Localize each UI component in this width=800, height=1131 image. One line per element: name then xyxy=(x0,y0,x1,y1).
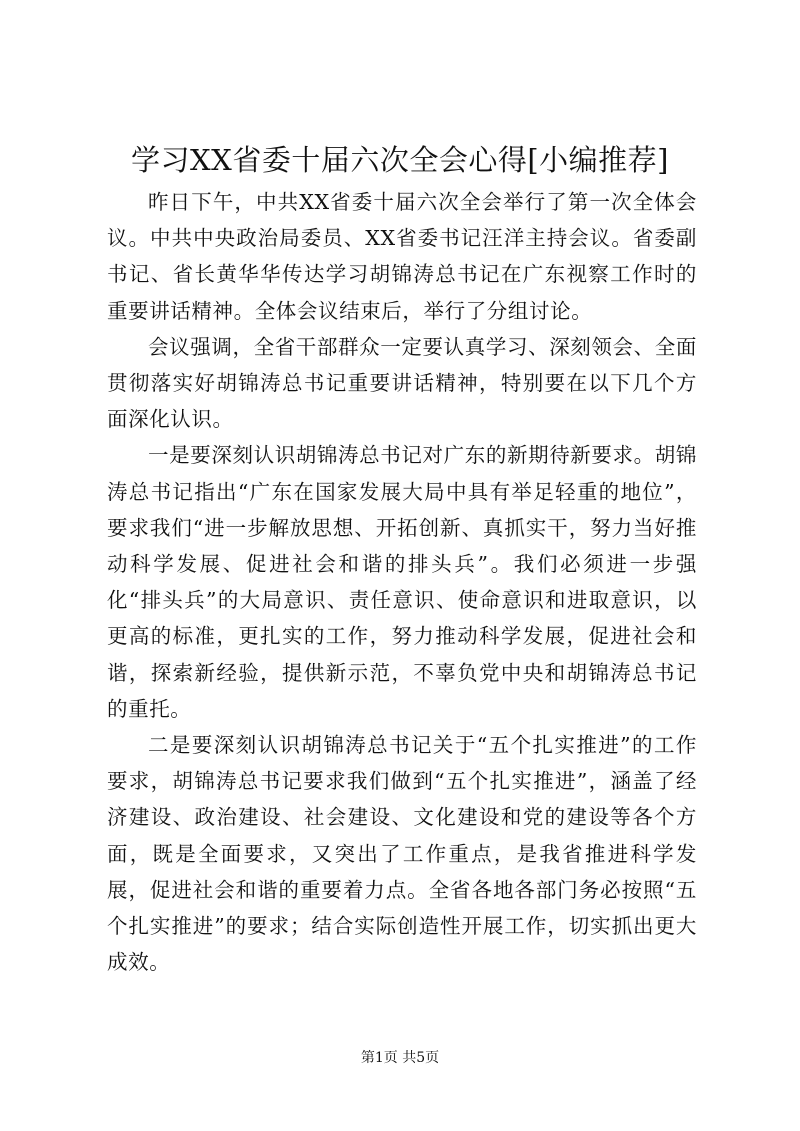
paragraph-3: 一是要深刻认识胡锦涛总书记对广东的新期待新要求。胡锦涛总书记指出“广东在国家发展大局中具有举足轻重的地位”，要求我们“进一步解放思想、开拓创新、真抓实干，努力当好推动科学发展、促进社会和谐的排头兵”。我们必须进一步强化“排头兵”的大局意识、责任意识、使命意识和进取意识，以更高的标准，更扎实的工作，努力推动科学发展，促进社会和谐，探索新经验，提供新示范，不辜负党中央和胡锦涛总书记的重托。 xyxy=(107,443,697,721)
paragraph-2: 会议强调，全省干部群众一定要认真学习、深刻领会、全面贯彻落实好胡锦涛总书记重要讲话精神，特别要在以下几个方面深化认识。 xyxy=(107,334,697,432)
paragraph-1: 昨日下午，中共XX省委十届六次全会举行了第一次全体会议。中共中央政治局委员、XX省委书记汪洋主持会议。省委副书记、省长黄华华传达学习胡锦涛总书记在广东视察工作时的重要讲话精神。全体会议结束后，举行了分组讨论。 xyxy=(107,190,697,323)
paragraph-4: 二是要深刻认识胡锦涛总书记关于“五个扎实推进”的工作要求，胡锦涛总书记要求我们做到“五个扎实推进”，涵盖了经济建设、政治建设、社会建设、文化建设和党的建设等各个方面，既是全面要求，又突出了工作重点，是我省推进科学发展，促进社会和谐的重要着力点。全省各地各部门务必按照“五个扎实推进”的要求；结合实际创造性开展工作，切实抓出更大成效。 xyxy=(107,733,697,975)
page-footer: 第1页 共5页 xyxy=(360,1050,440,1066)
document-body xyxy=(107,184,697,980)
document-title: 学习XX省委十届六次全会心得[小编推荐] xyxy=(131,143,669,177)
